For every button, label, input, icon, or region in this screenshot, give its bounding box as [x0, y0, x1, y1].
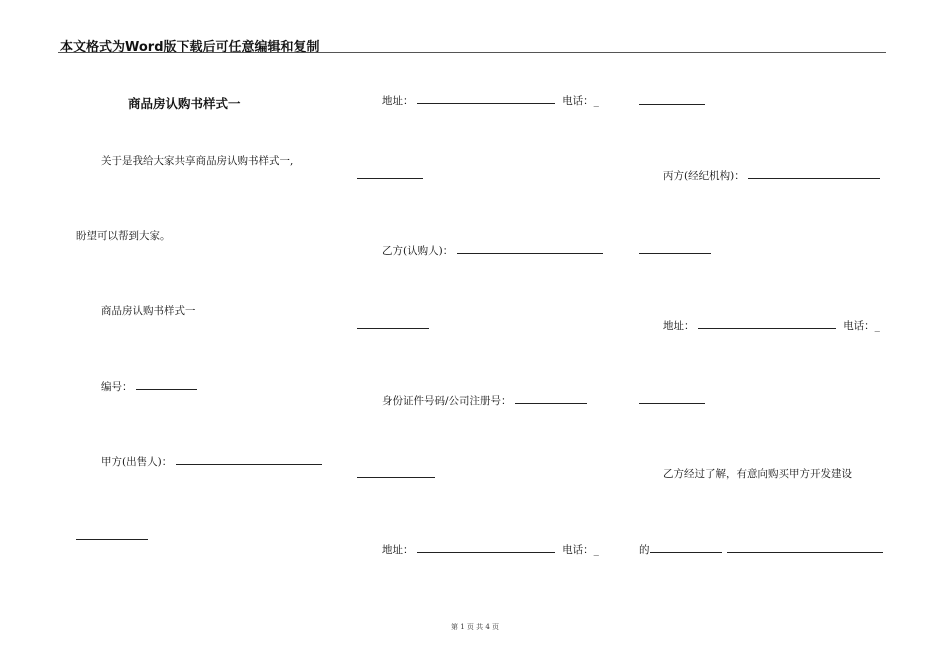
address-blank-3	[698, 317, 836, 329]
document-title: 商品房认购书样式一	[128, 96, 241, 111]
phone-continued-blank-1	[357, 178, 423, 179]
of-label: 的	[639, 544, 650, 556]
page-footer: 第 1 页 共 4 页	[450, 623, 500, 631]
party-a-continued-blank	[76, 539, 148, 540]
number-label: 编号：	[101, 381, 133, 393]
address-row-3	[663, 317, 880, 333]
address-blank	[417, 92, 555, 104]
party-a-row	[101, 453, 322, 469]
party-c-continued-blank	[639, 253, 711, 254]
phone-continued-blank-top	[639, 104, 705, 105]
phone-label-2: 电话：_	[562, 544, 599, 556]
intro-line-2: 盼望可以帮到大家。	[76, 230, 171, 242]
address-label-3: 地址：	[663, 320, 695, 332]
party-c-row	[663, 167, 880, 183]
number-row	[101, 378, 197, 394]
intro-line-1: 关于是我给大家共享商品房认购书样式一,	[101, 155, 294, 167]
phone-label-3: 电话：_	[843, 320, 880, 332]
phone-label: 电话：_	[562, 95, 599, 107]
id-blank	[515, 392, 587, 404]
address-label-2: 地址：	[382, 544, 414, 556]
page-header: 本文格式为Word版下载后可任意编辑和复制	[60, 40, 320, 55]
number-blank	[136, 378, 197, 390]
address-blank-2	[417, 541, 555, 553]
phone-continued-blank-3	[639, 403, 705, 404]
id-row	[382, 392, 587, 408]
section-title: 商品房认购书样式一	[101, 305, 196, 317]
header-rule	[58, 52, 886, 53]
party-b-continued-blank	[357, 328, 429, 329]
address-row-2	[382, 541, 599, 557]
party-a-label: 甲方(出售人)：	[101, 456, 173, 468]
of-row	[639, 541, 883, 557]
party-b-blank	[457, 242, 603, 254]
id-continued-blank	[357, 477, 435, 478]
party-c-label: 丙方(经纪机构)：	[663, 170, 745, 182]
of-blank-2	[727, 541, 883, 553]
id-label: 身份证件号码/公司注册号：	[382, 395, 512, 407]
party-a-blank	[176, 453, 322, 465]
party-b-row	[382, 242, 603, 258]
party-c-blank	[748, 167, 880, 179]
of-blank-1	[650, 541, 722, 553]
party-b-label: 乙方(认购人)：	[382, 245, 454, 257]
address-row-1	[382, 92, 599, 108]
address-label: 地址：	[382, 95, 414, 107]
intro-text-row: 乙方经过了解，有意向购买甲方开发建设	[663, 468, 852, 480]
